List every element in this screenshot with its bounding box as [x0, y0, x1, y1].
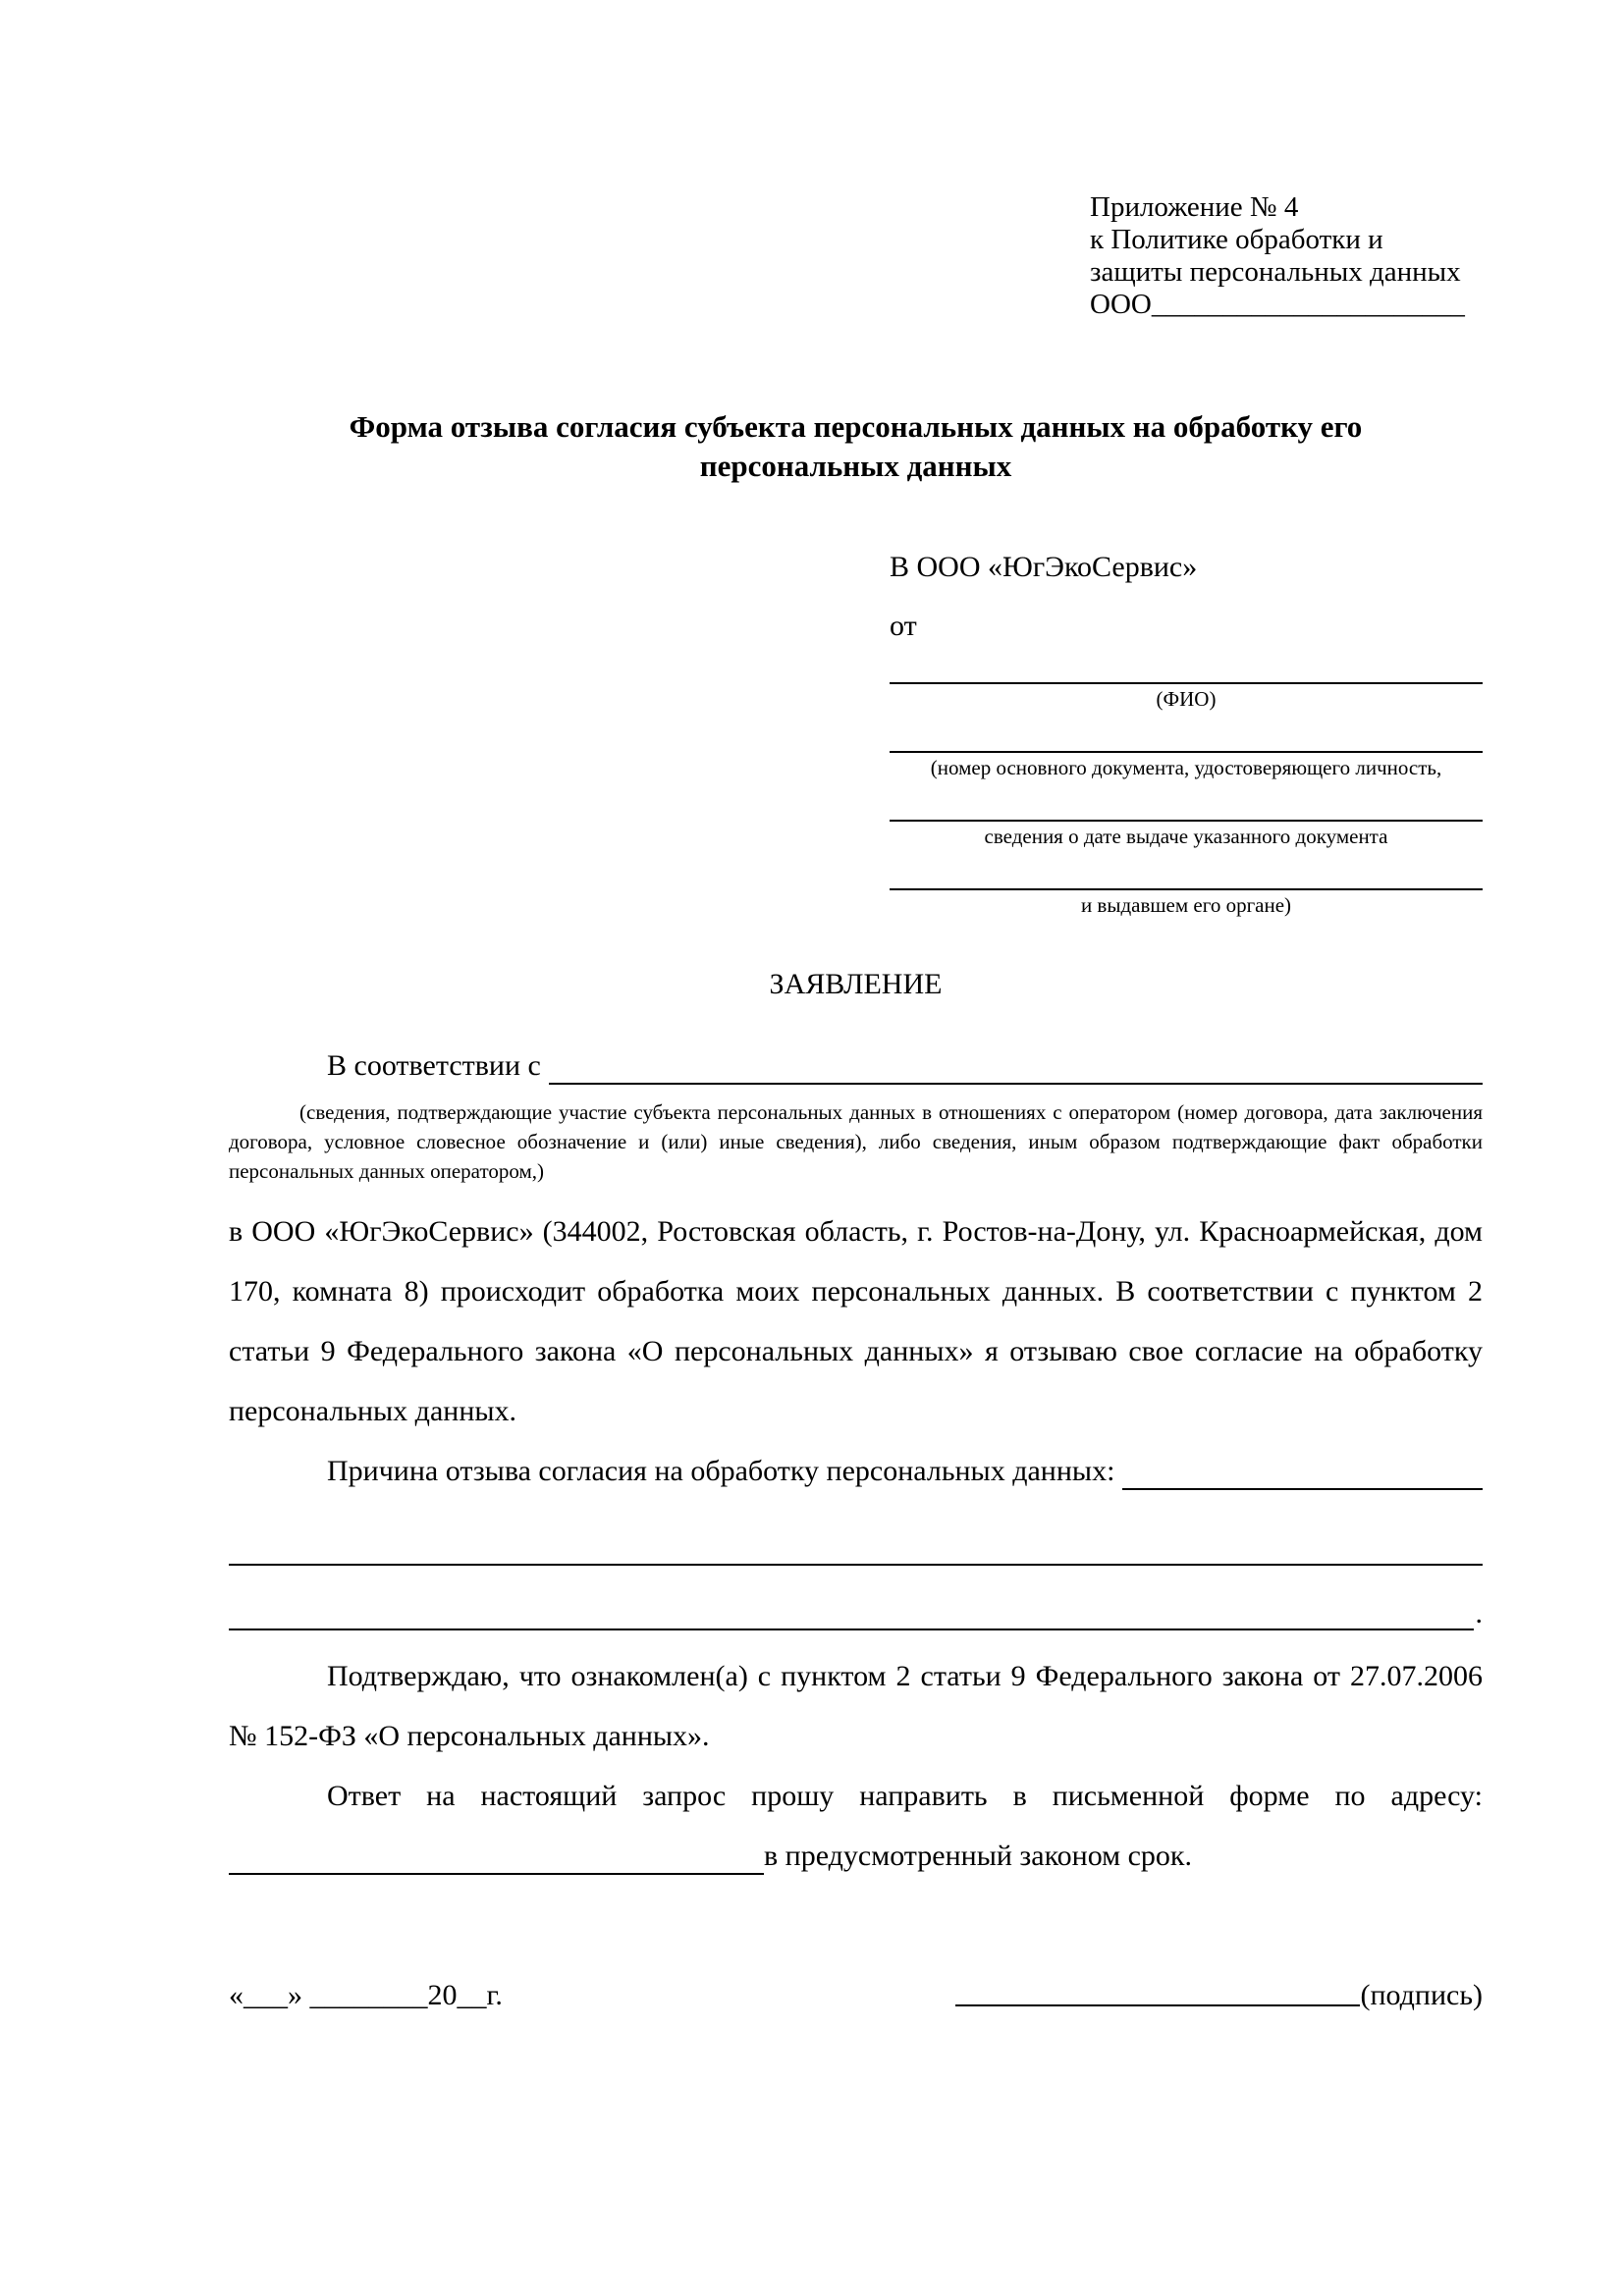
signature-area: [955, 1976, 1483, 2015]
accordance-row: [229, 1036, 1483, 1095]
issue-date-field-caption: сведения о дате выдаче указанного документа: [984, 825, 1388, 848]
document-number-field: [890, 712, 1483, 780]
reply-address-blank-line: [229, 1873, 764, 1875]
document-title: Форма отзыва согласия субъекта персональных данных на обработку его персональных данных: [349, 409, 1363, 483]
confirmation-paragraph: Подтверждаю, что ознакомлен(а) с пунктом 2 статьи 9 Федерального закона от 27.07.2006 № 152-ФЗ «О персональных данных».: [229, 1660, 1483, 1752]
appendix-header-line: защиты персональных данных: [1090, 256, 1461, 288]
appendix-header-line: к Политике обработки и: [1090, 224, 1383, 255]
fio-field: [890, 643, 1483, 712]
signature-caption: (подпись): [1360, 1979, 1483, 2011]
reason-row: [229, 1441, 1483, 1501]
fio-field-caption: (ФИО): [1156, 687, 1217, 711]
signature-blank-line: [955, 2004, 1360, 2006]
addressee-block: [890, 551, 1483, 918]
accordance-prefix: В соответствии с: [327, 1049, 541, 1082]
date-blank-line: «___» ________20__г.: [229, 1979, 503, 2011]
main-paragraph: в ООО «ЮгЭкоСервис» (344002, Ростовская область, г. Ростов-на-Дону, ул. Красноармейская, дом 170, комната 8) происходит обработка моих персональных данных. В соответствии с пунктом 2 статьи 9 Федерального закона «О персональных данных» я отзываю свое согласие на обработку персональных данных.: [229, 1215, 1483, 1427]
addressee-from-label: от: [890, 610, 917, 642]
reply-request-line: Ответ на настоящий запрос прошу направить в письменной форме по адресу:: [327, 1780, 1483, 1812]
document-number-field-line: [890, 712, 1483, 753]
issuing-authority-field-line: [890, 849, 1483, 890]
reason-blank-line-3: [229, 1566, 1474, 1630]
reason-blank-line-2: [229, 1501, 1483, 1566]
issuing-authority-field: [890, 849, 1483, 918]
reason-blank-line-3-row: [229, 1566, 1483, 1630]
appendix-header-ooo-blank: ООО______________________: [1090, 289, 1465, 320]
addressee-organization: В ООО «ЮгЭкоСервис»: [890, 551, 1198, 583]
reason-line-terminator: .: [1475, 1597, 1483, 1629]
accordance-blank-line: [549, 1083, 1483, 1085]
issue-date-field-line: [890, 780, 1483, 822]
issue-date-field: [890, 780, 1483, 849]
statement-heading: ЗАЯВЛЕНИЕ: [769, 968, 943, 1000]
appendix-header-line: Приложение № 4: [1090, 191, 1299, 223]
reason-label: Причина отзыва согласия на обработку персональных данных:: [327, 1455, 1115, 1487]
reason-blank-line: [1122, 1488, 1483, 1490]
accordance-footnote: (сведения, подтверждающие участие субъекта персональных данных в отношениях с оператором (номер договора, дата заключения договора, условное словесное обозначение и (или) иные сведения), либо сведения, иным образом подтверждающие факт обработки персональных данных оператором,): [229, 1100, 1483, 1183]
document-number-field-caption: (номер основного документа, удостоверяющего личность,: [930, 756, 1442, 779]
reply-address-row: [229, 1826, 1483, 1886]
reply-suffix: в предусмотренный законом срок.: [764, 1840, 1192, 1872]
signature-footer: [229, 1976, 1483, 2015]
issuing-authority-field-caption: и выдавшем его органе): [1080, 893, 1292, 917]
fio-field-line: [890, 643, 1483, 684]
appendix-header: [1090, 191, 1483, 321]
